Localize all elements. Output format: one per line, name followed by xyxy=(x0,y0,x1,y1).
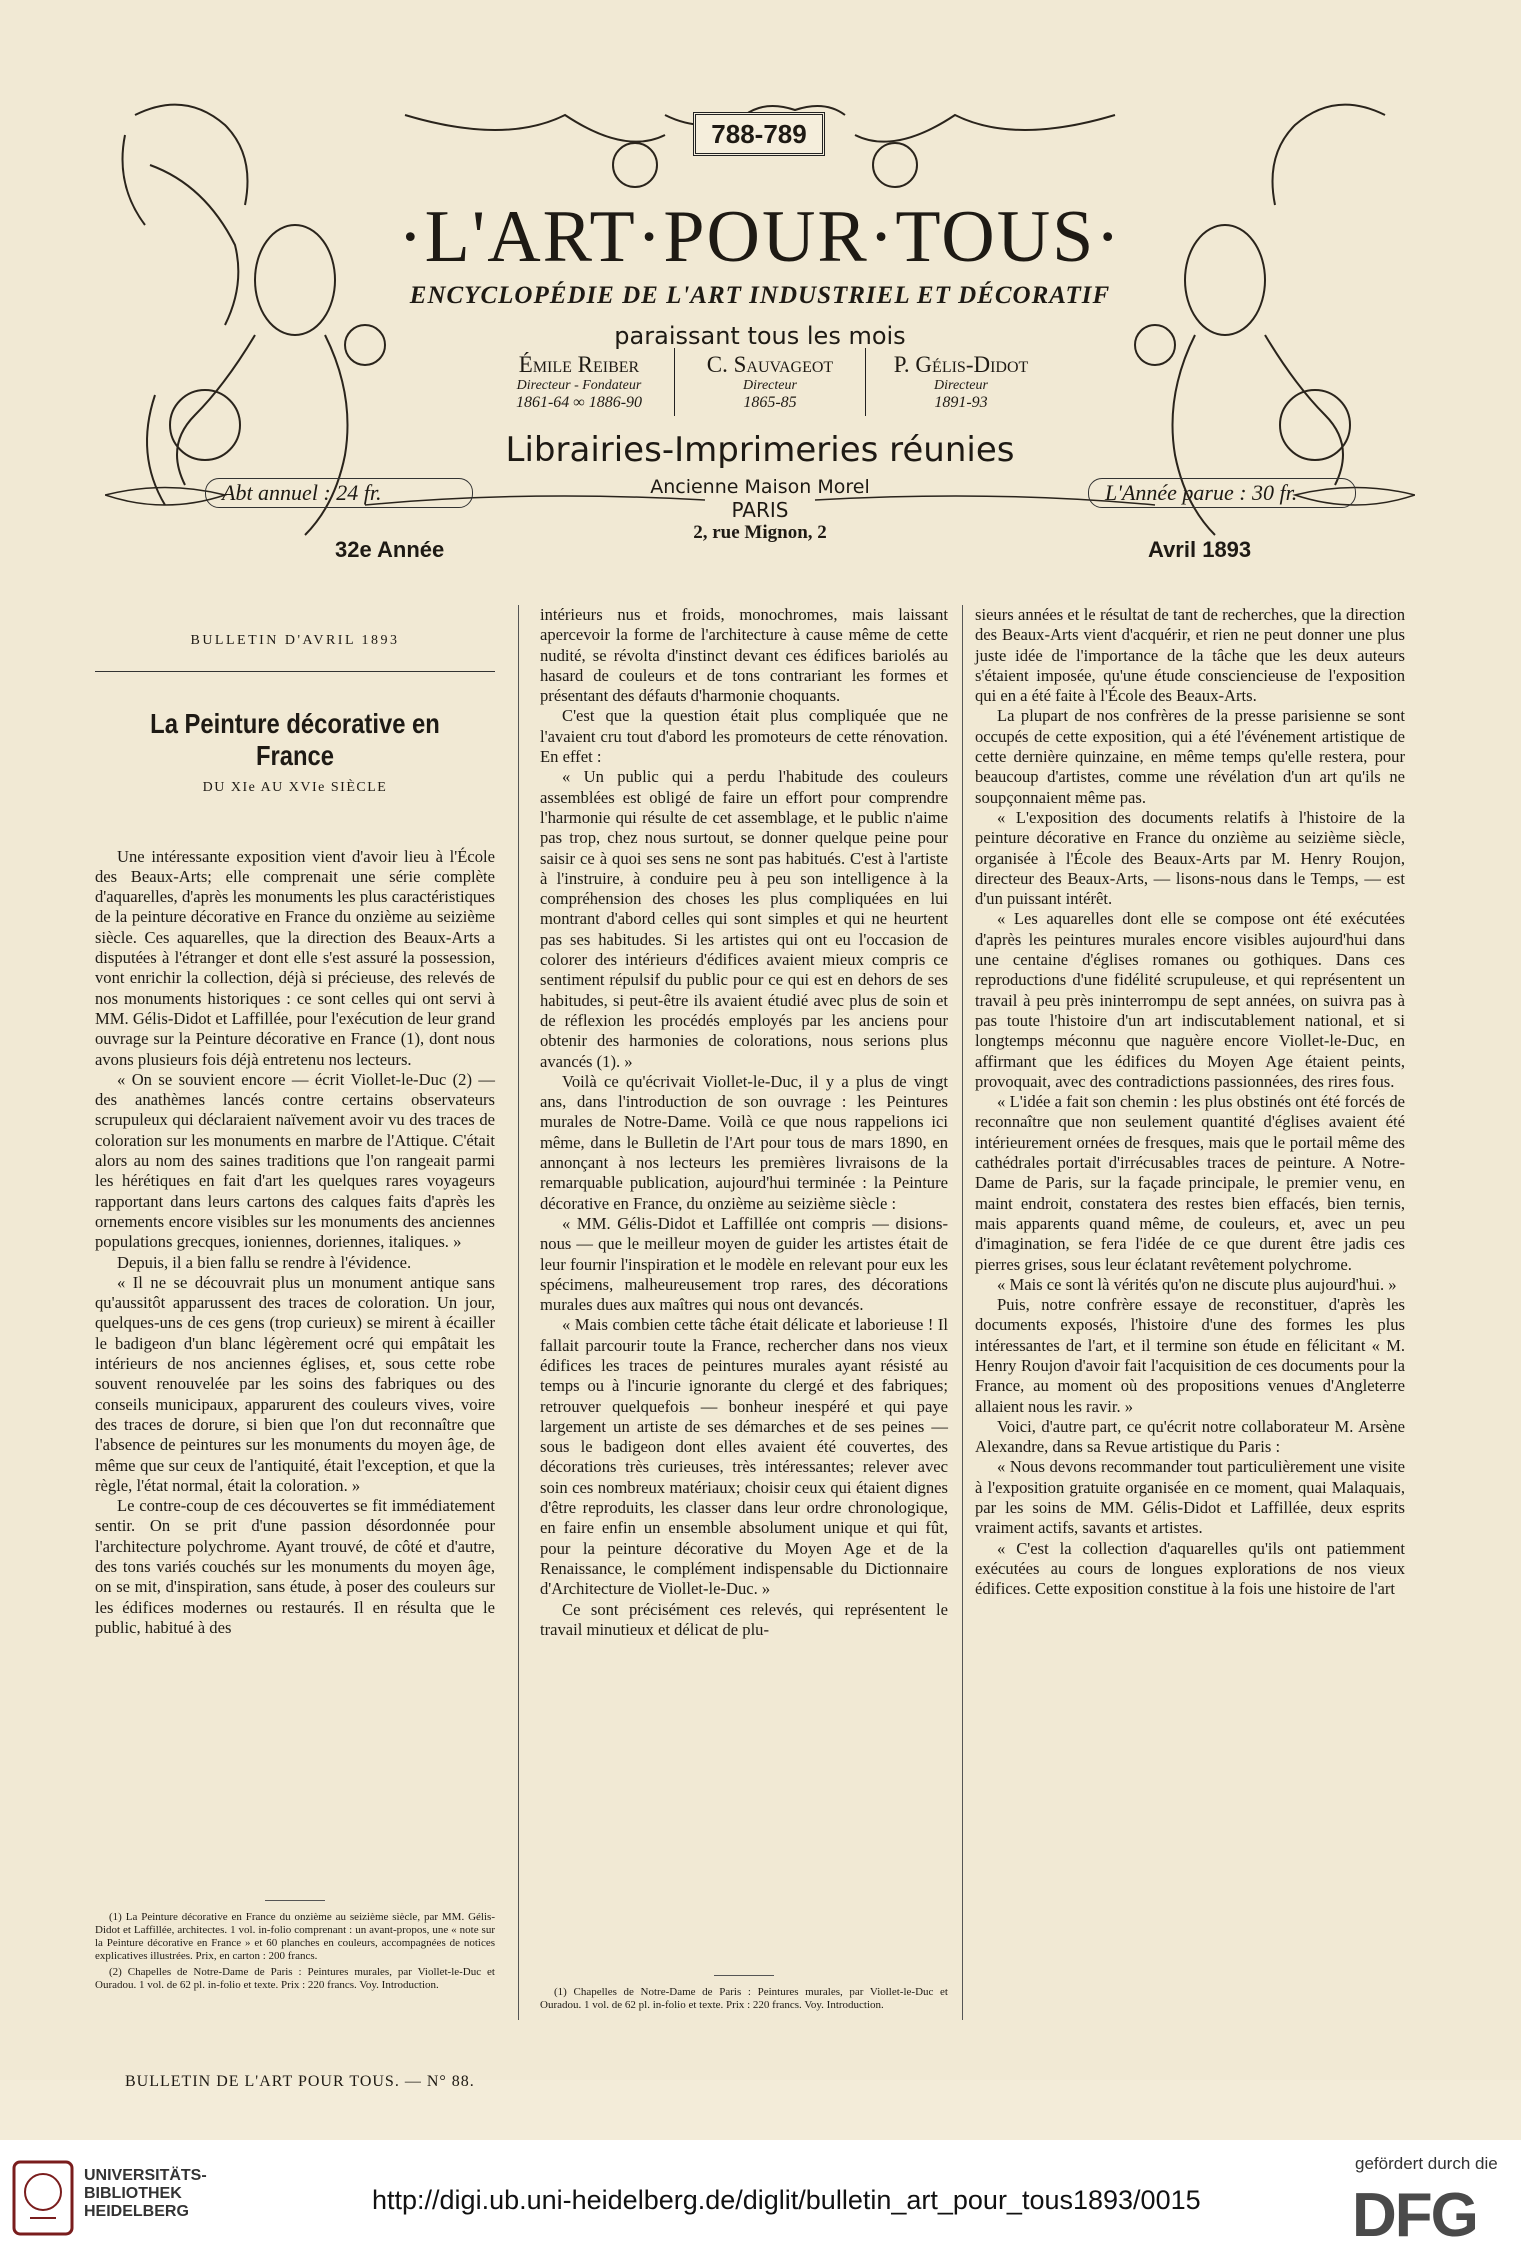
footnote-rule xyxy=(714,1975,774,1976)
column-1-footnotes xyxy=(95,1900,495,1995)
paragraph: Ce sont précisément ces relevés, qui représentent le travail minutieux et délicat de plu- xyxy=(540,1599,948,1639)
director-gelis-didot: P. Gélis-Didot Directeur 1891-93 xyxy=(865,348,1056,416)
university-library-name: UNIVERSITÄTS- BIBLIOTHEK HEIDELBERG xyxy=(84,2167,207,2220)
column-1 xyxy=(95,605,495,1638)
journal-subtitle: ENCYCLOPÉDIE DE L'ART INDUSTRIEL ET DÉCORATIF xyxy=(409,282,1111,309)
city: PARIS xyxy=(731,498,789,522)
address: 2, rue Mignon, 2 xyxy=(693,522,827,543)
footnote: (1) Chapelles de Notre-Dame de Paris : Peintures murales, par Viollet-le-Duc et Ouradou. 1 vol. de 62 pl. in-folio et texte. Prix : 220 francs. Voy. Introduction. xyxy=(540,1986,948,2011)
footnote: (1) La Peinture décorative en France du onzième au seizième siècle, par MM. Gélis-Didot et Laffillée, architectes. 1 vol. in-folio comprenant : un avant-propos, une « note sur la Peinture décorative en France » et 60 planches en couleurs, accompagnées de notices explicatives illustrées. Prix, en carton : 200 francs. xyxy=(95,1911,495,1962)
paragraph: « C'est la collection d'aquarelles qu'ils ont patiemment exécutées au cours de longues explorations de nos vieux édifices. Cette exposition constitue à la fois une histoire de l'art xyxy=(975,1538,1405,1599)
column-2 xyxy=(540,605,948,1640)
paragraph: C'est que la question était plus compliquée que ne l'avaient cru tout d'abord les promoteurs de cette rénovation. En effet : xyxy=(540,706,948,767)
divider xyxy=(95,671,495,672)
column-2-footnotes xyxy=(540,1975,948,2015)
paragraph: « On se souvient encore — écrit Viollet-le-Duc (2) — des anathèmes lancés contre certains observateurs scrupuleux qui déclaraient naïvement avoir vu des traces de coloration sur les monuments en marbre de l'Attique. C'était alors au nom des saines traditions que l'on rangeait parmi les hérétiques en fait d'art les quelques rares voyageurs rapportant dans leurs cartons des calques faits d'après les ornements encore visibles sur les monuments des anciennes populations grecques, ioniennes, doriennes, italiques. » xyxy=(95,1069,495,1252)
university-seal-icon xyxy=(10,2158,76,2238)
director-sauvageot: C. Sauvageot Directeur 1865-85 xyxy=(674,348,865,416)
paragraph: Une intéressante exposition vient d'avoir lieu à l'École des Beaux-Arts; elle comprenait une série complète d'aquarelles, d'après les monuments les plus caractéristiques de la peinture décorative en France du onzième au seizième siècle. Ces aquarelles, que la direction des Beaux-Arts a disputées à l'étranger et dont elle s'est assuré la possession, vont enrichir la collection, déjà si précieuse, des relevés de nos monuments historiques : ce sont celles qui ont servi à MM. Gélis-Didot et Laffillée, pour l'exécution de leur grand ouvrage sur la Peinture décorative en France (1), dont nous avons plusieurs fois déjà entretenu nos lecteurs. xyxy=(95,846,495,1069)
paragraph: Voilà ce qu'écrivait Viollet-le-Duc, il y a plus de vingt ans, dans l'introduction de son ouvrage : les Peintures murales de Notre-Dame. Voilà ce que nous rappelions ici même, dans le Bulletin de l'Art pour tous de mars 1890, en annonçant à nos lecteurs les premières livraisons de la remarquable publication, aujourd'hui terminée : la Peinture décorative en France, du onzième au seizième siècle : xyxy=(540,1071,948,1213)
paragraph: « Nous devons recommander tout particulièrement une visite à l'exposition gratuite organisée en ce moment, quai Malaquais, par les soins de MM. Gélis-Didot et Laffillée, deux esprits vraiment actifs, savants et artistes. xyxy=(975,1457,1405,1538)
journal-title: ·L'ART·POUR·TOUS· xyxy=(398,196,1122,278)
page-footer-line: BULLETIN DE L'ART POUR TOUS. — N° 88. xyxy=(125,2073,475,2090)
footnote-rule xyxy=(265,1900,325,1901)
paragraph: Le contre-coup de ces découvertes se fit immédiatement sentir. On se prit d'une passion désordonnée pour l'architecture polychrome. Ayant trouvé, de côté et d'autre, des tons variés couchés sur les monuments du moyen âge, on se mit, d'inspiration, sans étude, à poser des couleurs sur les édifices modernes ou restaurés. Il en résulta que le public, habitué à des xyxy=(95,1496,495,1637)
paragraph: « L'exposition des documents relatifs à l'histoire de la peinture décorative en France du onzième au seizième siècle, organisée à l'École des Beaux-Arts par M. Henry Roujon, directeur des Beaux-Arts, — lisons-nous dans le Temps, — est d'un puissant intérêt. xyxy=(975,807,1405,909)
paragraph: « Mais ce sont là vérités qu'on ne discute plus aujourd'hui. » xyxy=(997,1274,1397,1294)
column-rule xyxy=(518,605,519,2020)
directors-block xyxy=(470,348,1070,416)
paragraph: « L'idée a fait son chemin : les plus obstinés ont été forcés de reconnaître que non seulement quantité d'églises avaient été intérieurement ornées de fresques, mais que le portail même des cathédrales portait d'irrécusables traces de peinture. A Notre-Dame de Paris, sur la façade principale, le premier venu, en maint endroit, constatera des restes bien effacés, bien ternis, mais apparents quand même, de couleurs, et, avec un peu d'imagination, se fera l'idée de ce que durent être jadis ces pierres grises, sous leur éclatant revêtement polychrome. xyxy=(975,1092,1405,1274)
paragraph: « Un public qui a perdu l'habitude des couleurs assemblées est obligé de faire un effort pour comprendre l'harmonie qui résulte de cet assemblage, et le public n'aime pas trop, chez nous surtout, se donner quelque peine pour saisir ce à quoi ses sens ne sont pas habitués. C'est à l'artiste à l'instruire, à conduire peu à peu son intelligence à la compréhension des choses les plus compliquées en lui montrant d'abord celles qui sont simples et qui ne heurtent pas ses habitudes. Si les artistes qui ont eu l'occasion de colorer des intérieurs d'édifices avaient mieux compris ce sentiment répulsif du public pour ce qui est en dehors de ses habitudes, si peut-être ils avaient étudié avec plus de soin et de réflexion les procédés employés par les anciens pour obtenir des harmonies de colorations, nous serions plus avancés (1). » xyxy=(540,767,948,1071)
bulletin-label: BULLETIN D'AVRIL 1893 xyxy=(190,633,400,648)
paragraph: « Mais combien cette tâche était délicate et laborieuse ! Il fallait parcourir toute la France, rechercher dans nos vieux édifices les traces de peintures murales ayant résisté au temps ou à l'incurie ignorante du clergé et des fabriques; retrouver quelquefois — bonheur inespéré et qui paye largement un artiste de ses démarches et de ses peines — sous le badigeon dont elles avaient été couvertes, des décorations très curieuses, très intéressantes; relever avec soin ces nombreux matériaux; choisir ceux qui étaient dignes d'être reproduits, les classer dans leur ordre chronologique, en faire enfin un ensemble absolument unique et qui fût, pour la peinture décorative du Moyen Age et de la Renaissance, le complément indispensable du Dictionnaire d'Architecture de Viollet-le-Duc. » xyxy=(540,1315,948,1599)
paragraph: sieurs années et le résultat de tant de recherches, que la direction des Beaux-Arts vient d'acquérir, et rien ne peut donner une plus juste idée de l'importance de la tâche que les deux auteurs s'étaient imposée, qu'une étude consciencieuse de l'exposition qui en a été faite à l'École des Beaux-Arts. xyxy=(975,605,1405,706)
dfg-logo: DFG xyxy=(1352,2181,1477,2250)
article-title: La Peinture décorative en France xyxy=(150,708,440,772)
issue-number-box: 788-789 xyxy=(693,112,825,156)
director-reiber: Émile Reiber Directeur - Fondateur 1861-64 ∞ 1886-90 xyxy=(515,352,643,411)
permalink-url[interactable]: http://digi.ub.uni-heidelberg.de/diglit/bulletin_art_pour_tous1893/0015 xyxy=(372,2185,1201,2215)
paragraph: Voici, d'autre part, ce qu'écrit notre collaborateur M. Arsène Alexandre, dans sa Revue artistique du Paris : xyxy=(975,1416,1405,1457)
digitization-footer xyxy=(0,2140,1521,2261)
paragraph: Depuis, il a bien fallu se rendre à l'évidence. xyxy=(117,1252,412,1272)
paragraph: intérieurs nus et froids, monochromes, mais laissant apercevoir la forme de l'architecture à cause même de cette nudité, se révolta d'instinct devant ces édifices bariolés au hasard de couleurs et de tons contrariant les formes et présentant des défauts d'harmonie choquants. xyxy=(540,605,948,706)
paragraph: « Il ne se découvrait plus un monument antique sans qu'aussitôt apparussent des traces de coloration. Un jour, quelques-uns de ces gens (trop curieux) se mirent à écailler le badigeon d'un blanc légèrement ocré qui empâtait les intérieurs de nos anciennes églises, et, sous cette robe souvent renouvelée par les soins des fabriques ou des conseils municipaux, apparurent des couleurs vives, voire des traces de dorure, si bien que l'on dut reconnaître que l'absence de peintures sur les monuments du moyen âge, de même que sur ceux de l'antiquité, était l'exception, et que la règle, l'état normal, était la coloration. » xyxy=(95,1272,495,1495)
subscription-price: Abt annuel : 24 fr. xyxy=(205,478,473,508)
footnote: (2) Chapelles de Notre-Dame de Paris : Peintures murales, par Viollet-le-Duc et Ouradou. 1 vol. de 62 pl. in-folio et texte. Prix : 220 francs. Voy. Introduction. xyxy=(95,1966,495,1991)
funding-note: gefördert durch die xyxy=(1355,2154,1498,2173)
paragraph: Puis, notre confrère essaye de reconstituer, d'après les documents exposés, l'histoire d'une des formes les plus intéressantes de l'art, et il termine son étude en félicitant « M. Henry Roujon d'avoir fait l'acquisition de ces documents pour la France, au moment où des propositions venues d'Angleterre allaient nous les ravir. » xyxy=(975,1295,1405,1416)
volume-year: 32e Année xyxy=(335,537,445,562)
column-3 xyxy=(975,605,1405,1600)
former-house: Ancienne Maison Morel xyxy=(650,476,870,498)
paragraph: « Les aquarelles dont elle se compose ont été exécutées d'après les peintures murales encore visibles aujourd'hui dans une centaine d'églises romanes ou gothiques. Dans ces reproductions d'une fidélité scrupuleuse, et qui représentent un travail à peu près ininterrompu de sept années, on suivra pas à pas toute l'histoire d'un art indiscutablement national, et si longtemps méconnu que naguère encore Viollet-le-Duc, en affirmant que les édifices du Moyen Age étaient peints, provoquait, avec des contradictions passionnées, des rires fous. xyxy=(975,909,1405,1091)
publication-frequency: paraissant tous les mois xyxy=(614,322,906,350)
column-rule xyxy=(962,605,963,2020)
publisher-name: Librairies-Imprimeries réunies xyxy=(505,430,1015,470)
year-price: L'Année parue : 30 fr. xyxy=(1088,478,1356,508)
paragraph: La plupart de nos confrères de la presse parisienne se sont occupés de cette exposition, qui a été l'événement artistique de cette dernière quinzaine, en même temps qu'elle restera, pour beaucoup d'artistes, comme une révélation d'un art qu'ils ne soupçonnaient même pas. xyxy=(975,706,1405,807)
paragraph: « MM. Gélis-Didot et Laffillée ont compris — disions-nous — que le meilleur moyen de guider les artistes était de leur fournir l'inspiration et le modèle en relevant pour eux les spécimens, malheureusement trop rares, des décorations murales dues aux maîtres qui nous ont devancés. xyxy=(540,1213,948,1315)
issue-date: Avril 1893 xyxy=(1148,537,1252,562)
article-subtitle: DU XIe AU XVIe SIÈCLE xyxy=(202,780,388,796)
